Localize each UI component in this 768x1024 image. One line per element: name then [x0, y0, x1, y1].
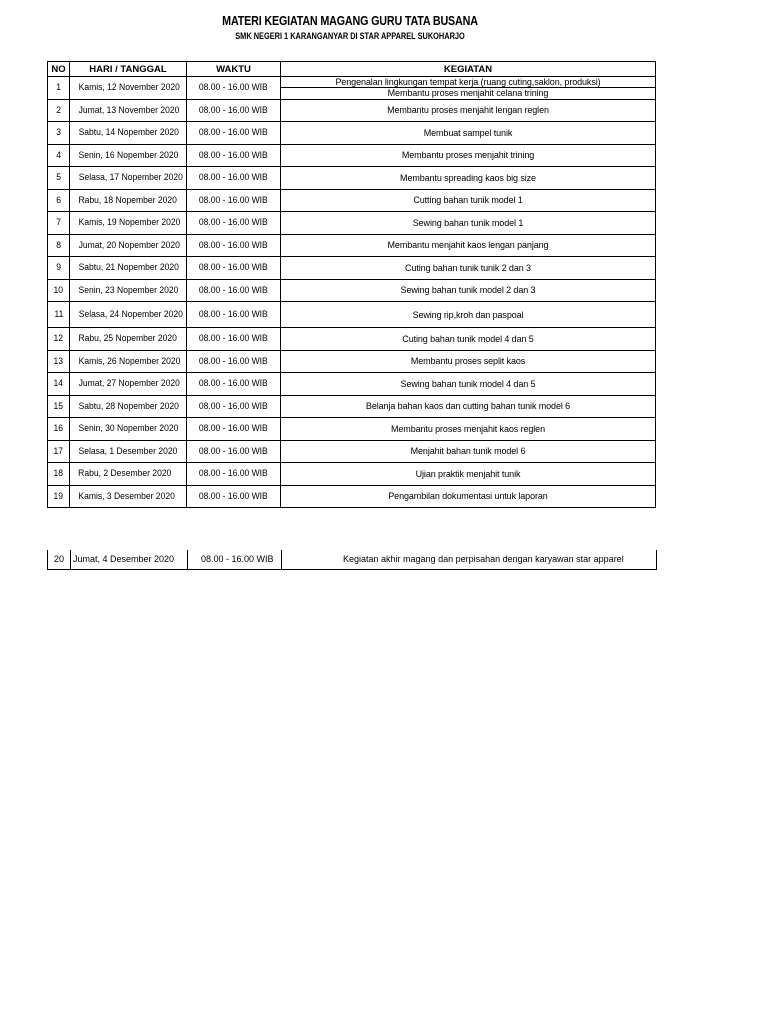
row-time: 08.00 - 16.00 WIB: [187, 463, 281, 486]
row-time: 08.00 - 16.00 WIB: [187, 302, 281, 328]
row-activity: [281, 302, 656, 328]
row-time: 08.00 - 16.00 WIB: [187, 167, 281, 190]
row-date: Jumat, 20 Nopember 2020: [70, 234, 187, 257]
column-header-activity: KEGIATAN: [281, 62, 656, 77]
row-number: 8: [48, 234, 70, 257]
table-row: [48, 328, 656, 351]
row-number: 19: [48, 485, 70, 508]
last-row-no: 20: [54, 554, 65, 564]
row-activity: [281, 328, 656, 351]
last-row-date: Jumat, 4 Desember 2020: [73, 554, 175, 564]
activity-line: Ujian praktik menjahit tunik: [415, 468, 521, 479]
row-number: 14: [48, 373, 70, 396]
row-activity: [281, 279, 656, 302]
activity-line: Membantu proses seplit kaos: [410, 356, 526, 367]
row-number: 5: [48, 167, 70, 190]
row-date: Selasa, 24 Nopember 2020: [70, 302, 187, 328]
activity-line: Sewing bahan tunik model 1: [412, 217, 524, 228]
document-title: MATERI KEGIATAN MAGANG GURU TATA BUSANA: [222, 14, 478, 28]
activity-line: Menjahit bahan tunik model 6: [410, 446, 526, 457]
row-date: Senin, 16 Nopember 2020: [70, 144, 187, 167]
row-activity: [281, 189, 656, 212]
row-activity: [281, 463, 656, 486]
row-number: 16: [48, 418, 70, 441]
table-row: [48, 302, 656, 328]
row-time: 08.00 - 16.00 WIB: [187, 418, 281, 441]
row-activity: [281, 485, 656, 508]
row-activity: [281, 440, 656, 463]
table-row: [48, 418, 656, 441]
row-time: 08.00 - 16.00 WIB: [187, 122, 281, 145]
row-number: 1: [48, 77, 70, 100]
row-time: 08.00 - 16.00 WIB: [187, 485, 281, 508]
table-row: [48, 257, 656, 280]
row-number: 17: [48, 440, 70, 463]
row-date: Kamis, 26 Nopember 2020: [70, 350, 187, 373]
row-activity: [281, 144, 656, 167]
activity-line: Cuting bahan tunik tunik 2 dan 3: [405, 262, 531, 273]
row-time: 08.00 - 16.00 WIB: [187, 144, 281, 167]
activity-line: Membantu spreading kaos big size: [400, 172, 536, 183]
row-date: Sabtu, 28 Nopember 2020: [70, 395, 187, 418]
document-subtitle: SMK NEGERI 1 KARANGANYAR DI STAR APPAREL SUKOHARJO: [235, 31, 465, 41]
row-date: Kamis, 3 Desember 2020: [70, 485, 187, 508]
row-number: 3: [48, 122, 70, 145]
row-date: Senin, 23 Nopember 2020: [70, 279, 187, 302]
row-date: Senin, 30 Nopember 2020: [70, 418, 187, 441]
row-time: 08.00 - 16.00 WIB: [187, 328, 281, 351]
row-number: 15: [48, 395, 70, 418]
row-date: Jumat, 13 November 2020: [70, 99, 187, 122]
column-header-date: HARI / TANGGAL: [70, 62, 187, 77]
row-date: Sabtu, 21 Nopember 2020: [70, 257, 187, 280]
table-row: [48, 463, 656, 486]
row-activity: [281, 418, 656, 441]
row-activity: [281, 99, 656, 122]
activity-line: Membuat sampel tunik: [423, 127, 513, 138]
row-date: Rabu, 25 Nopember 2020: [70, 328, 187, 351]
row-time: 08.00 - 16.00 WIB: [187, 77, 281, 100]
row-activity: [281, 122, 656, 145]
activity-line: Membantu menjahit kaos lengan panjang: [387, 240, 549, 251]
row-activity: [281, 212, 656, 235]
table-row: [48, 373, 656, 396]
row-date: Rabu, 18 Nopember 2020: [70, 189, 187, 212]
table-row: [48, 279, 656, 302]
column-header-no: NO: [48, 62, 70, 77]
row-time: 08.00 - 16.00 WIB: [187, 279, 281, 302]
row-number: 2: [48, 99, 70, 122]
activity-line: Sewing bahan tunik model 2 dan 3: [400, 285, 536, 296]
activity-line: Sewing bahan tunik model 4 dan 5: [400, 378, 536, 389]
row-time: 08.00 - 16.00 WIB: [187, 189, 281, 212]
table-row: [48, 99, 656, 122]
row-number: 7: [48, 212, 70, 235]
table-row: [48, 440, 656, 463]
row-date: Kamis, 19 Nopember 2020: [70, 212, 187, 235]
row-number: 10: [48, 279, 70, 302]
row-time: 08.00 - 16.00 WIB: [187, 257, 281, 280]
row-activity: [281, 395, 656, 418]
row-number: 4: [48, 144, 70, 167]
activity-line: Membantu proses menjahit trining: [401, 150, 535, 161]
activity-line: Cuting bahan tunik model 4 dan 5: [402, 333, 534, 344]
row-number: 6: [48, 189, 70, 212]
activity-line: Pengambilan dokumentasi untuk laporan: [388, 491, 548, 502]
row-date: Jumat, 27 Nopember 2020: [70, 373, 187, 396]
row-number: 18: [48, 463, 70, 486]
activity-line: Pengenalan lingkungan tempat kerja (ruang cuting,saklon, produksi): [335, 77, 601, 88]
activity-line: Sewing rip,kroh dan paspoal: [412, 309, 524, 320]
column-header-time: WAKTU: [187, 62, 281, 77]
row-number: 11: [48, 302, 70, 328]
row-time: 08.00 - 16.00 WIB: [187, 395, 281, 418]
row-date: Selasa, 1 Desember 2020: [70, 440, 187, 463]
row-activity: [281, 77, 656, 100]
row-activity: [281, 257, 656, 280]
row-date: Rabu, 2 Desember 2020: [70, 463, 187, 486]
activity-line: Membantu proses menjahit celana trining: [281, 87, 655, 98]
row-time: 08.00 - 16.00 WIB: [187, 99, 281, 122]
last-row-time: 08.00 - 16.00 WIB: [201, 554, 274, 564]
row-number: 13: [48, 350, 70, 373]
activity-line: Cutting bahan tunik model 1: [413, 195, 523, 206]
table-row: [48, 167, 656, 190]
row-activity: [281, 167, 656, 190]
activity-line: Membantu proses menjahit lengan reglen: [387, 105, 549, 116]
table-row: [48, 122, 656, 145]
table-row: [48, 77, 656, 100]
row-number: 9: [48, 257, 70, 280]
row-activity: [281, 373, 656, 396]
table-row: [48, 189, 656, 212]
table-row: [48, 144, 656, 167]
table-row: [48, 234, 656, 257]
row-number: 12: [48, 328, 70, 351]
row-time: 08.00 - 16.00 WIB: [187, 350, 281, 373]
table-row-last-partial: [47, 550, 657, 570]
row-time: 08.00 - 16.00 WIB: [187, 373, 281, 396]
row-time: 08.00 - 16.00 WIB: [187, 212, 281, 235]
last-row-activity: Kegiatan akhir magang dan perpisahan dengan karyawan star apparel: [343, 554, 624, 564]
table-row: [48, 395, 656, 418]
row-activity: [281, 350, 656, 373]
table-header-row: [48, 62, 656, 77]
schedule-table: [47, 61, 656, 508]
table-row: [48, 485, 656, 508]
activity-line: Membantu proses menjahit kaos reglen: [391, 423, 545, 434]
table-row: [48, 212, 656, 235]
row-activity: [281, 234, 656, 257]
activity-line: Belanja bahan kaos dan cutting bahan tunik model 6: [365, 401, 571, 412]
row-time: 08.00 - 16.00 WIB: [187, 440, 281, 463]
row-time: 08.00 - 16.00 WIB: [187, 234, 281, 257]
row-date: Sabtu, 14 Nopember 2020: [70, 122, 187, 145]
row-date: Kamis, 12 November 2020: [70, 77, 187, 100]
row-date: Selasa, 17 Nopember 2020: [70, 167, 187, 190]
table-row: [48, 350, 656, 373]
